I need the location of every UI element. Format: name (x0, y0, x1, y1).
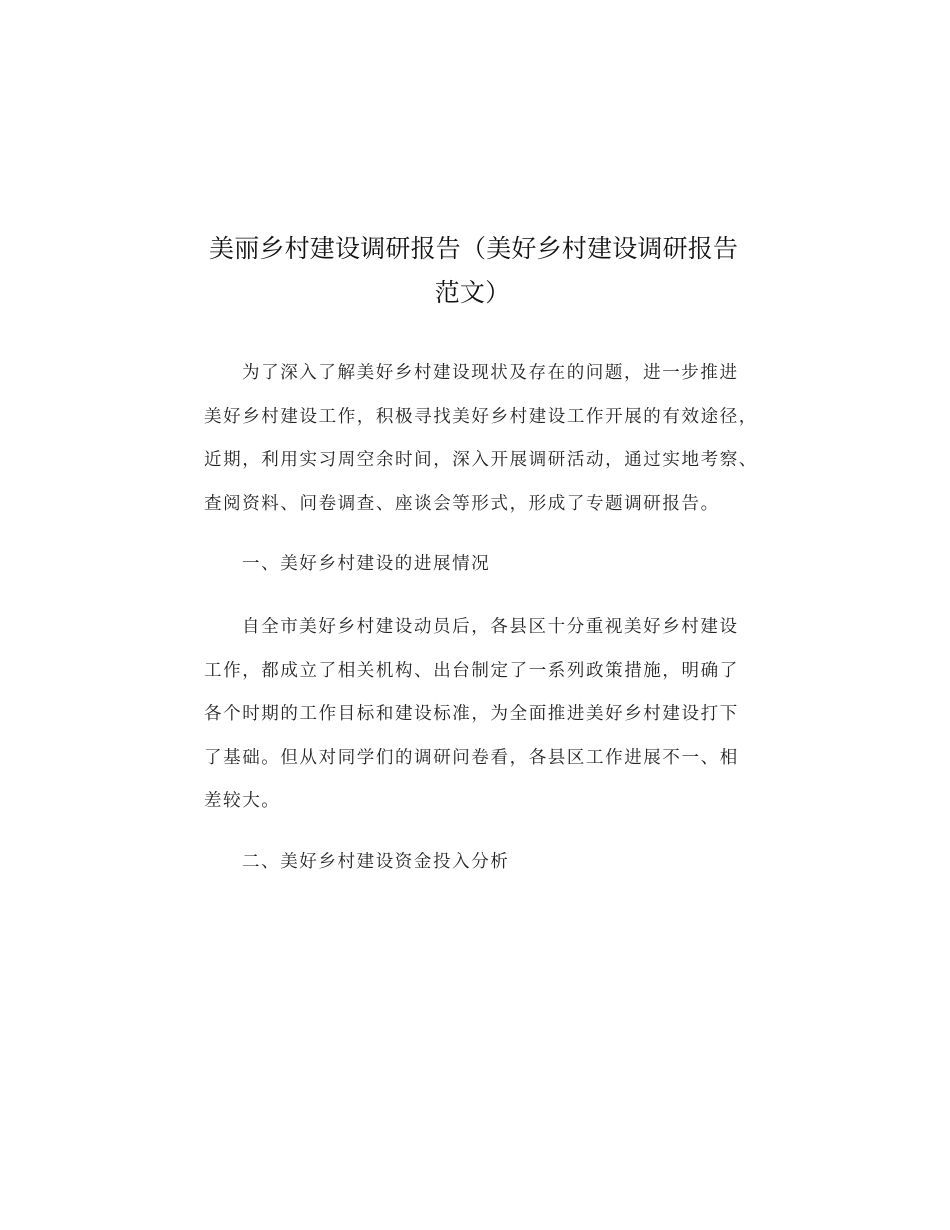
paragraph-line: 各个时期的工作目标和建设标准，为全面推进美好乡村建设打下 (204, 704, 739, 724)
title-line-2: 范文） (434, 278, 511, 307)
progress-paragraph (204, 606, 749, 824)
section-heading-text: 二、美好乡村建设资金投入分析 (242, 852, 510, 872)
section-heading-1 (204, 543, 749, 587)
document-title (200, 227, 745, 315)
paragraph-line: 为了深入了解美好乡村建设现状及存在的问题，进一步推进 (242, 363, 739, 383)
section-heading-text: 一、美好乡村建设的进展情况 (242, 554, 491, 574)
section-heading-2 (204, 841, 749, 885)
paragraph-line: 工作，都成立了相关机构、出台制定了一系列政策措施，明确了 (204, 660, 739, 681)
intro-paragraph (204, 352, 758, 526)
paragraph-line: 了基础。但从对同学们的调研问卷看，各县区工作进展不一、相 (204, 747, 739, 768)
paragraph-line: 自全市美好乡村建设动员后，各县区十分重视美好乡村建设 (242, 617, 739, 637)
paragraph-line: 美好乡村建设工作，积极寻找美好乡村建设工作开展的有效途径， (204, 406, 758, 427)
paragraph-line: 查阅资料、问卷调查、座谈会等形式，形成了专题调研报告。 (204, 493, 720, 514)
paragraph-line: 近期，利用实习周空余时间，深入开展调研活动，通过实地考察、 (204, 450, 758, 470)
paragraph-line: 差较大。 (204, 791, 281, 811)
title-line-1: 美丽乡村建设调研报告（美好乡村建设调研报告 (209, 234, 739, 263)
